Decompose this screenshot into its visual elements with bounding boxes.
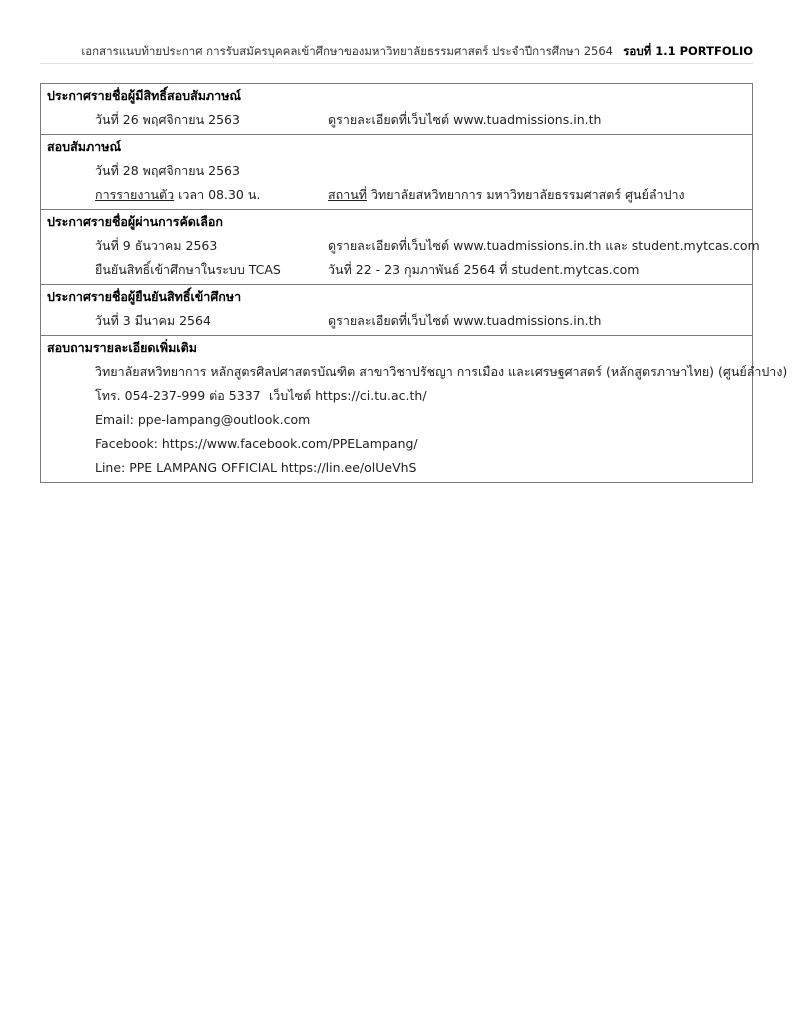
table-row (41, 456, 752, 480)
website-text: เว็บไซต์ https://ci.tu.ac.th/ (269, 388, 427, 403)
section-contact (41, 335, 788, 482)
report-label: การรายงานตัว (95, 187, 175, 202)
table-row (41, 108, 752, 132)
table-row (41, 408, 752, 432)
confirm-text: ยืนยันสิทธิ์เข้าศึกษาในระบบ TCAS (95, 262, 281, 277)
section-title: ประกาศรายชื่อผู้ยืนยันสิทธิ์เข้าศึกษา (47, 289, 242, 304)
table-row (41, 432, 752, 456)
section-title: ประกาศรายชื่อผู้มีสิทธิ์สอบสัมภาษณ์ (47, 88, 242, 103)
table-row (41, 159, 752, 183)
place-text (328, 183, 685, 207)
facebook-text: Facebook: https://www.facebook.com/PPELampang/ (95, 436, 418, 451)
section-announce-interview (41, 84, 752, 134)
page-header (40, 42, 753, 60)
detail-text: ดูรายละเอียดที่เว็บไซต์ www.tuadmissions.in.th และ student.mytcas.com (328, 238, 760, 253)
section-announce-selected (41, 209, 760, 284)
header-text: เอกสารแนบท้ายประกาศ การรับสมัครบุคคลเข้าศึกษาของมหาวิทยาลัยธรรมศาสตร์ ประจำปีการศึกษา 2564 (81, 44, 613, 58)
date-text: วันที่ 9 ธันวาคม 2563 (95, 238, 218, 253)
date-text: วันที่ 28 พฤศจิกายน 2563 (95, 163, 240, 178)
email-text: Email: ppe-lampang@outlook.com (95, 412, 311, 427)
table-row (41, 258, 752, 282)
section-title: ประกาศรายชื่อผู้ผ่านการคัดเลือก (47, 214, 223, 229)
college-text: วิทยาลัยสหวิทยาการ หลักสูตรศิลปศาสตรบัณฑิต สาขาวิชาปรัชญา การเมือง และเศรษฐศาสตร์ (หลักสูตรภาษาไทย) (ศูนย์ลำปาง) (95, 364, 788, 379)
date-text: วันที่ 26 พฤศจิกายน 2563 (95, 112, 240, 127)
table-row (41, 183, 752, 207)
place-label: สถานที่ (328, 187, 368, 202)
schedule-table (40, 83, 788, 483)
report-time-value: เวลา 08.30 น. (174, 187, 261, 202)
section-announce-confirmed (41, 284, 752, 335)
date-text: วันที่ 3 มีนาคม 2564 (95, 313, 211, 328)
table-row (41, 234, 760, 258)
table-row (41, 309, 752, 333)
place-value: วิทยาลัยสหวิทยาการ มหาวิทยาลัยธรรมศาสตร์ ศูนย์ลำปาง (367, 187, 685, 202)
header-divider (40, 63, 753, 64)
phone-text: โทร. 054-237-999 ต่อ 5337 (95, 388, 261, 403)
section-title: สอบสัมภาษณ์ (47, 139, 122, 154)
section-title: สอบถามรายละเอียดเพิ่มเติม (47, 340, 197, 355)
section-interview (41, 134, 752, 209)
report-time (95, 183, 260, 207)
header-round-label: รอบที่ 1.1 PORTFOLIO (623, 44, 753, 58)
table-row (41, 384, 752, 408)
confirm-detail-text: วันที่ 22 - 23 กุมภาพันธ์ 2564 ที่ student.mytcas.com (328, 262, 640, 277)
detail-text: ดูรายละเอียดที่เว็บไซต์ www.tuadmissions.in.th (328, 313, 602, 328)
table-row (41, 360, 788, 384)
line-text: Line: PPE LAMPANG OFFICIAL https://lin.ee/olUeVhS (95, 460, 417, 475)
detail-text: ดูรายละเอียดที่เว็บไซต์ www.tuadmissions.in.th (328, 112, 602, 127)
